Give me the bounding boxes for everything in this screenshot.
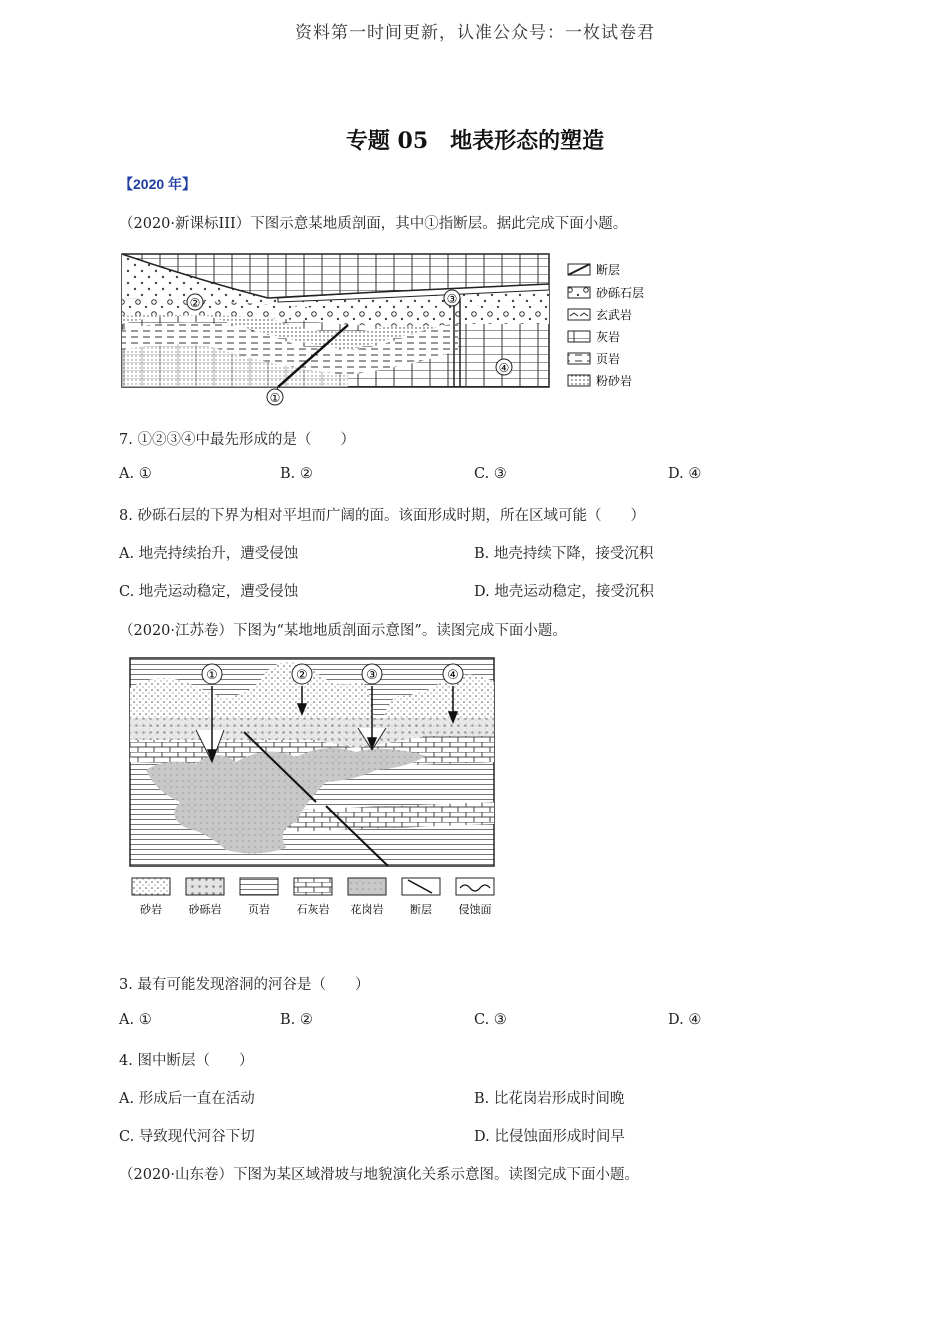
section3-intro: （2020·山东卷）下图为某区域滑坡与地貌演化关系示意图。读图完成下面小题。 bbox=[119, 1167, 640, 1183]
q4-option-d[interactable]: D. 比侵蚀面形成时间早 bbox=[474, 1129, 625, 1145]
q7-option-c[interactable]: C. ③ bbox=[474, 466, 507, 482]
legend-erosion-surface: 侵蚀面 bbox=[458, 903, 492, 916]
q4-option-b[interactable]: B. 比花岗岩形成时间晚 bbox=[474, 1091, 625, 1107]
legend-fault: 断层 bbox=[410, 903, 432, 916]
q4-option-a[interactable]: A. 形成后一直在活动 bbox=[119, 1091, 255, 1107]
geology-profile-figure-1 bbox=[118, 250, 663, 410]
q8-option-b[interactable]: B. 地壳持续下降，接受沉积 bbox=[474, 546, 654, 562]
q4-stem: 4. 图中断层（ ） bbox=[119, 1053, 254, 1069]
fig1-label-2: ② bbox=[189, 296, 201, 310]
q7-option-d[interactable]: D. ④ bbox=[668, 466, 702, 482]
fig1-label-1: ① bbox=[269, 391, 281, 405]
fig2-label-2: ② bbox=[296, 668, 308, 683]
legend-basalt: 玄武岩 bbox=[596, 308, 633, 322]
legend-limestone: 石灰岩 bbox=[296, 903, 330, 916]
q3-option-c[interactable]: C. ③ bbox=[474, 1012, 507, 1028]
fig2-label-3: ③ bbox=[366, 668, 378, 683]
q3-option-d[interactable]: D. ④ bbox=[668, 1012, 702, 1028]
q4-option-c[interactable]: C. 导致现代河谷下切 bbox=[119, 1129, 255, 1145]
legend-fault: 断层 bbox=[596, 263, 621, 277]
page-header: 资料第一时间更新，认准公众号：一枚试卷君 bbox=[295, 23, 655, 43]
page-title: 专题 05 地表形态的塑造 bbox=[345, 128, 605, 154]
fig2-label-4: ④ bbox=[447, 668, 459, 683]
q3-stem: 3. 最有可能发现溶洞的河谷是（ ） bbox=[119, 977, 370, 993]
q8-option-c[interactable]: C. 地壳运动稳定，遭受侵蚀 bbox=[119, 584, 299, 600]
legend-shale: 页岩 bbox=[248, 903, 270, 916]
legend-sandstone: 砂岩 bbox=[140, 903, 162, 916]
q8-option-a[interactable]: A. 地壳持续抬升，遭受侵蚀 bbox=[119, 546, 299, 562]
geology-profile-figure-2 bbox=[126, 652, 500, 922]
q7-option-a[interactable]: A. ① bbox=[119, 466, 152, 482]
section1-intro: （2020·新课标III）下图示意某地质剖面，其中①指断层。据此完成下面小题。 bbox=[119, 216, 628, 232]
q7-stem: 7. ①②③④中最先形成的是（ ） bbox=[119, 432, 355, 448]
q8-stem: 8. 砂砾石层的下界为相对平坦而广阔的面。该面形成时期，所在区域可能（ ） bbox=[119, 508, 645, 524]
legend-granite: 花岗岩 bbox=[350, 903, 384, 916]
legend-conglomerate: 砂砾岩 bbox=[188, 903, 222, 916]
year-tag: 【2020 年】 bbox=[119, 176, 197, 192]
section2-intro: （2020·江苏卷）下图为“某地地质剖面示意图”。读图完成下面小题。 bbox=[119, 623, 567, 639]
fig1-legend bbox=[568, 262, 644, 388]
q7-option-b[interactable]: B. ② bbox=[280, 466, 313, 482]
legend-siltstone: 粉砂岩 bbox=[596, 374, 633, 388]
fig2-legend bbox=[132, 878, 494, 916]
legend-shale: 页岩 bbox=[596, 352, 621, 366]
fig1-label-4: ④ bbox=[498, 361, 510, 375]
q8-option-d[interactable]: D. 地壳运动稳定，接受沉积 bbox=[474, 584, 654, 600]
legend-gravel: 砂砾石层 bbox=[596, 286, 645, 300]
q3-option-b[interactable]: B. ② bbox=[280, 1012, 313, 1028]
fig2-label-1: ① bbox=[206, 668, 218, 683]
fig1-label-3: ③ bbox=[446, 292, 458, 306]
q3-option-a[interactable]: A. ① bbox=[119, 1012, 152, 1028]
legend-limestone: 灰岩 bbox=[596, 330, 621, 344]
